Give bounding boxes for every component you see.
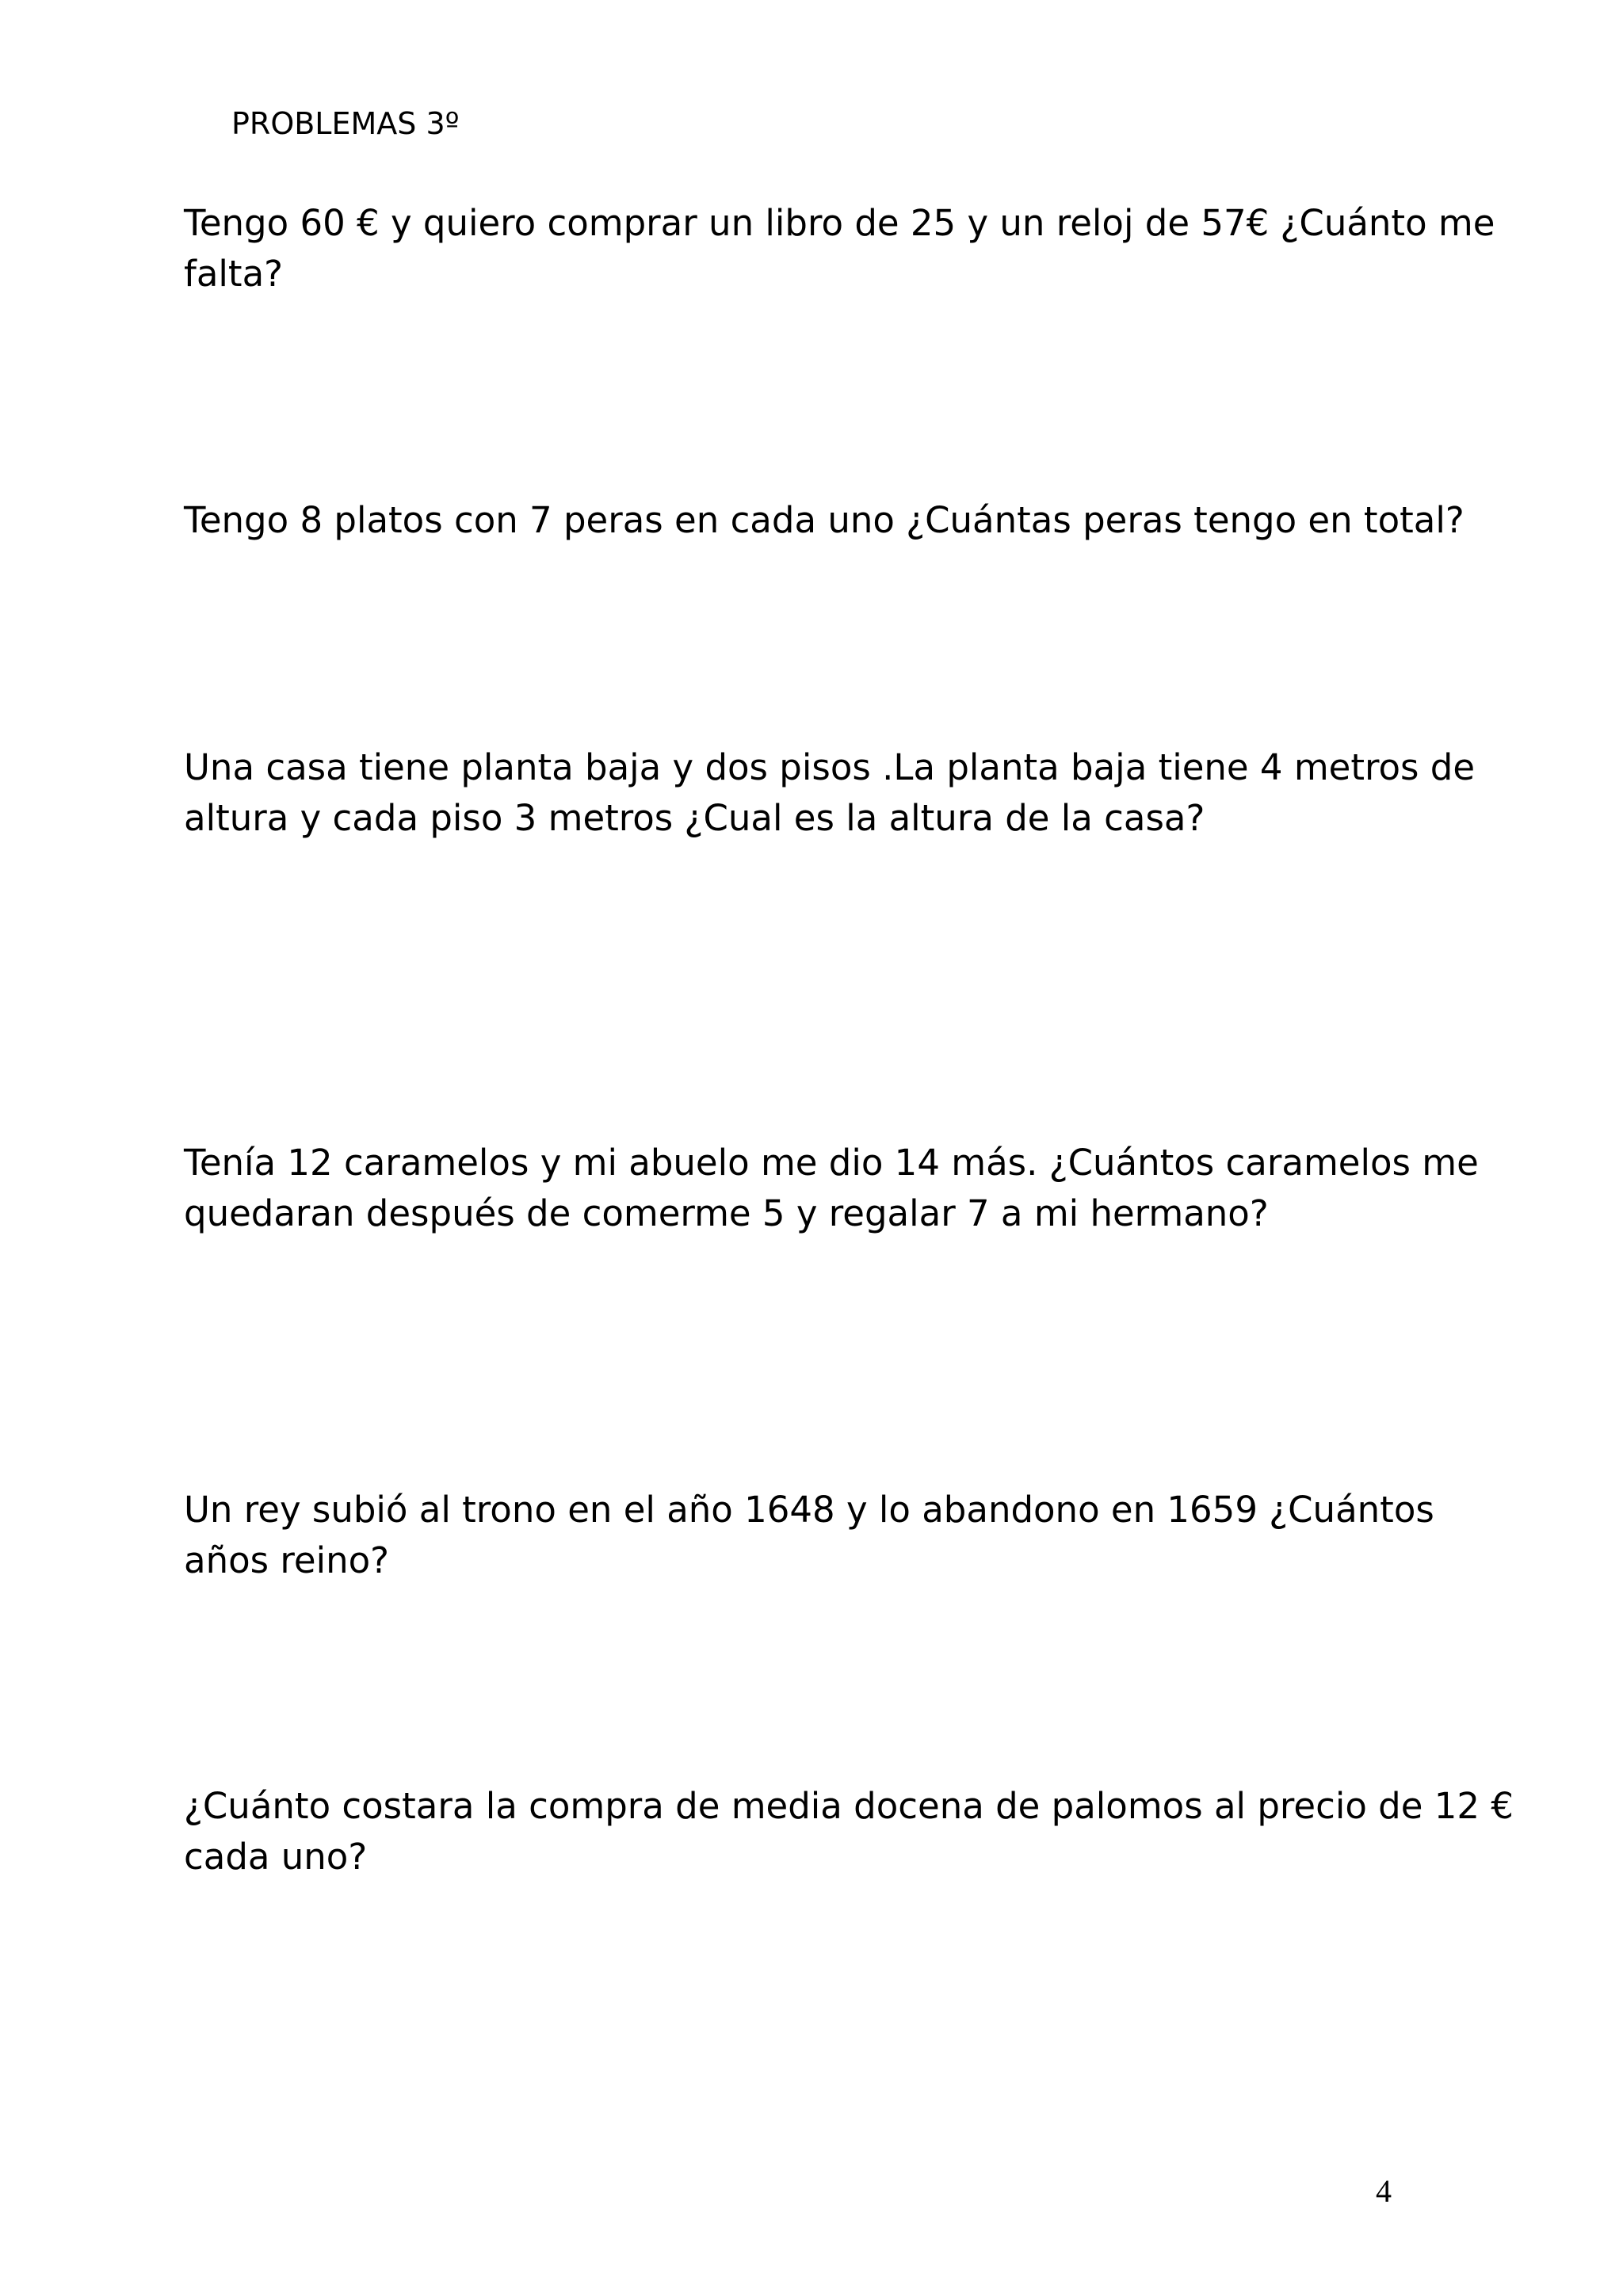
page-number: 4: [1376, 2173, 1392, 2209]
problem-2: Tengo 8 platos con 7 peras en cada uno ¿Cuántas peras tengo en total?: [184, 499, 1465, 541]
problem-5: Un rey subió al trono en el año 1648 y lo abandono en 1659 ¿Cuántos años reino?: [184, 1489, 1434, 1581]
problem-6: ¿Cuánto costara la compra de media docena de palomos al precio de 12 € cada uno?: [184, 1785, 1514, 1878]
problem-4: Tenía 12 caramelos y mi abuelo me dio 14 más. ¿Cuántos caramelos me quedaran después de comerme 5 y regalar 7 a mi hermano?: [184, 1142, 1479, 1234]
worksheet-title: PROBLEMAS 3º: [231, 106, 460, 141]
problem-3: Una casa tiene planta baja y dos pisos .La planta baja tiene 4 metros de altura y cada piso 3 metros ¿Cual es la altura de la casa?: [184, 746, 1476, 839]
problem-1: Tengo 60 € y quiero comprar un libro de 25 y un reloj de 57€ ¿Cuánto me falta?: [184, 202, 1495, 295]
